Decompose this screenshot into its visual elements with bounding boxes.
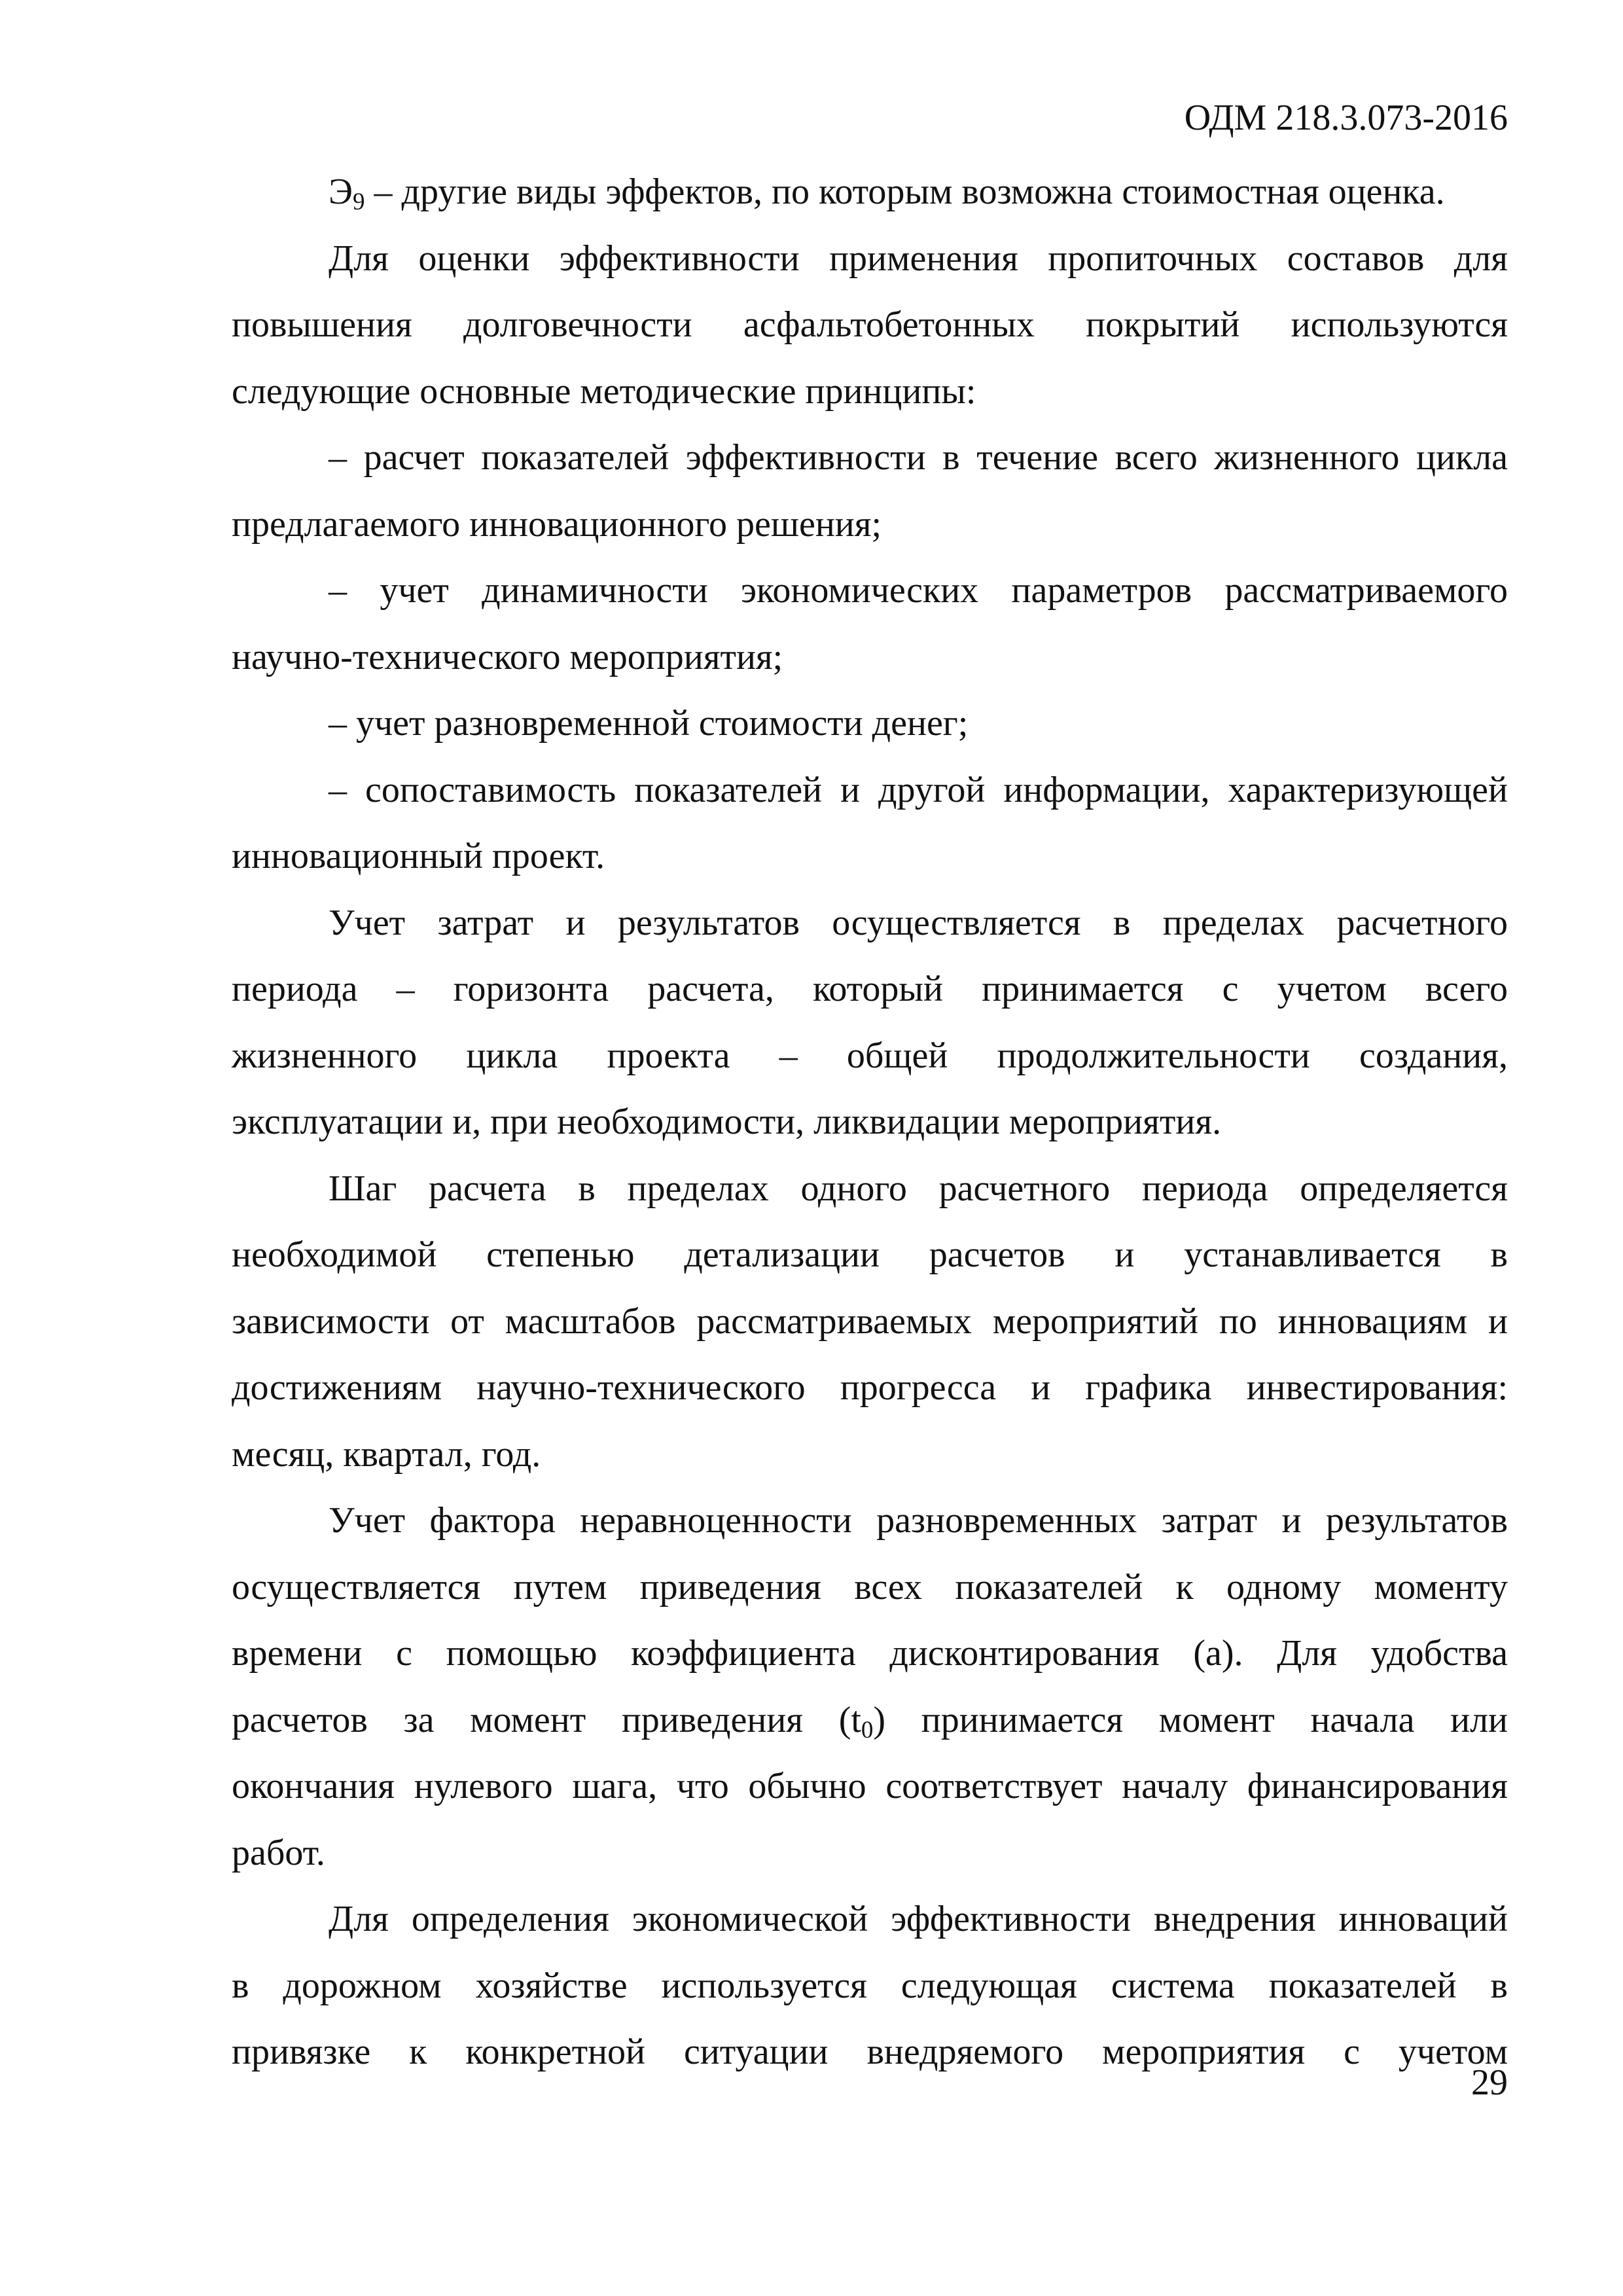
- text-line: времени с помощью коэффициента дисконтирования (a). Для удобства: [232, 1633, 1508, 1674]
- list-item-line: научно-технического мероприятия;: [232, 636, 783, 677]
- text-line: жизненного цикла проекта – общей продолжительности создания,: [232, 1035, 1508, 1076]
- text-line: окончания нулевого шага, что обычно соответствует началу финансирования: [232, 1766, 1508, 1806]
- list-item-line: – сопоставимость показателей и другой информации, характеризующей: [329, 769, 1508, 810]
- time-subscript: 0: [861, 1716, 874, 1744]
- page-number: 29: [1471, 2062, 1508, 2103]
- body-text: [232, 159, 1508, 2086]
- text-line: [232, 1687, 1508, 1754]
- list-item-line: инновационный проект.: [232, 836, 605, 876]
- document-code: ОДМ 218.3.073-2016: [1184, 98, 1508, 138]
- text-line: [232, 159, 1508, 226]
- text-line: периода – горизонта расчета, который принимается с учетом всего: [232, 969, 1508, 1009]
- text-fragment: ) принимается момент начала или: [873, 1699, 1508, 1740]
- list-item-line: – учет разновременной стоимости денег;: [329, 703, 969, 744]
- text-line: необходимой степенью детализации расчетов и устанавливается в: [232, 1234, 1508, 1275]
- text-line: следующие основные методические принципы:: [232, 370, 976, 412]
- text-line: месяц, квартал, год.: [232, 1433, 541, 1475]
- text-fragment: – другие виды эффектов, по которым возможна стоимостная оценка.: [365, 171, 1445, 212]
- effect-symbol: Э: [329, 171, 353, 212]
- text-line: достижениям научно-технического прогресса и графика инвестирования:: [232, 1367, 1508, 1408]
- text-line: Шаг расчета в пределах одного расчетного периода определяется: [329, 1168, 1508, 1209]
- list-item-line: предлагаемого инновационного решения;: [232, 503, 882, 545]
- text-line: повышения долговечности асфальтобетонных покрытий используются: [232, 304, 1508, 345]
- text-line: эксплуатации и, при необходимости, ликвидации мероприятия.: [232, 1102, 1222, 1142]
- list-item-line: – учет динамичности экономических параметров рассматриваемого: [329, 570, 1508, 611]
- text-line: Учет затрат и результатов осуществляется в пределах расчетного: [329, 902, 1508, 943]
- text-line: Для определения экономической эффективности внедрения инноваций: [329, 1899, 1508, 1939]
- text-line: зависимости от масштабов рассматриваемых мероприятий по инновациям и: [232, 1300, 1508, 1342]
- text-line: работ.: [232, 1832, 325, 1873]
- text-line: Для оценки эффективности применения пропиточных составов для: [329, 238, 1508, 279]
- text-line: Учет фактора неравноценности разновременных затрат и результатов: [329, 1500, 1508, 1541]
- text-line: привязке к конкретной ситуации внедряемого мероприятия с учетом: [232, 2032, 1508, 2072]
- text-line: осуществляется путем приведения всех показателей к одному моменту: [232, 1566, 1508, 1607]
- effect-subscript: 9: [352, 188, 365, 215]
- list-item-line: – расчет показателей эффективности в течение всего жизненного цикла: [329, 437, 1508, 478]
- text-line: в дорожном хозяйстве используется следующая система показателей в: [232, 1965, 1508, 2006]
- text-fragment: расчетов за момент приведения (t: [232, 1699, 861, 1740]
